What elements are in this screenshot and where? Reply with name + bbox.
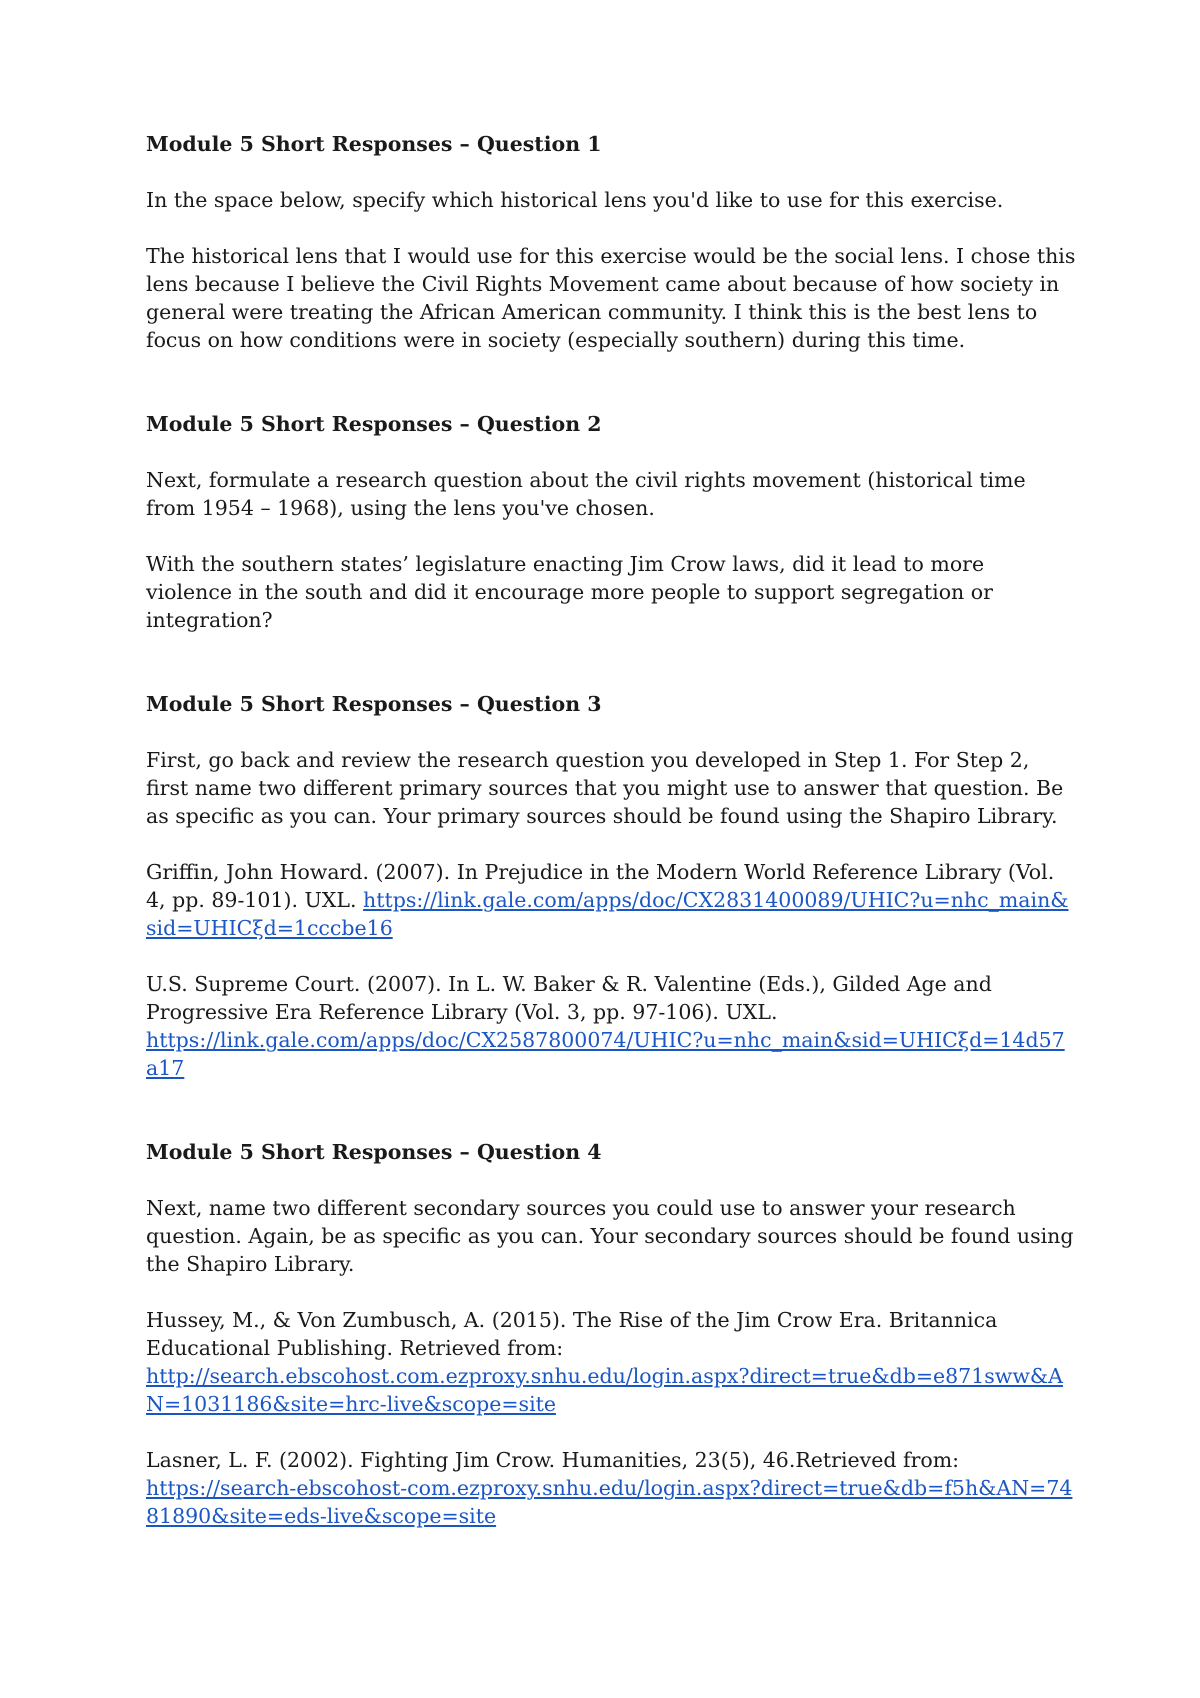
question-3-prompt: First, go back and review the research question you developed in Step 1. For Step 2, first name two different primary sources that you might use to answer that question. Be as specific as you can. Your primary sources should be found using the Shapiro Library.: [146, 748, 1064, 828]
question-1-section: [146, 130, 1076, 354]
secondary-source-1-link[interactable]: http://search.ebscohost.com.ezproxy.snhu.edu/login.aspx?direct=true&db=e871sww&AN=1031186&site=hrc-live&scope=site: [146, 1364, 1063, 1416]
question-4-section: [146, 1138, 1076, 1530]
primary-source-1: [146, 858, 1076, 942]
question-4-heading: Module 5 Short Responses – Question 4: [146, 1140, 602, 1164]
question-2-answer: With the southern states’ legislature enacting Jim Crow laws, did it lead to more violence in the south and did it encourage more people to support segregation or integration?: [146, 552, 993, 632]
secondary-source-2-citation: Lasner, L. F. (2002). Fighting Jim Crow. Humanities, 23(5), 46.Retrieved from:: [146, 1448, 960, 1472]
question-1-answer: The historical lens that I would use for this exercise would be the social lens. I chose this lens because I believe the Civil Rights Movement came about because of how society in general were treating the African American community. I think this is the best lens to focus on how conditions were in society (especially southern) during this time.: [146, 244, 1076, 352]
question-3-section: [146, 690, 1076, 1082]
question-2-prompt: Next, formulate a research question about the civil rights movement (historical time from 1954 – 1968), using the lens you've chosen.: [146, 468, 1026, 520]
secondary-source-1-citation: Hussey, M., & Von Zumbusch, A. (2015). The Rise of the Jim Crow Era. Britannica Educational Publishing. Retrieved from:: [146, 1308, 998, 1360]
primary-source-2-citation: U.S. Supreme Court. (2007). In L. W. Baker & R. Valentine (Eds.), Gilded Age and Progressive Era Reference Library (Vol. 3, pp. 97-106). UXL.: [146, 972, 992, 1024]
primary-source-1-citation: Griffin, John Howard. (2007). In Prejudice in the Modern World Reference Library (Vol. 4, pp. 89-101). UXL.: [146, 860, 1055, 912]
document-page: [146, 130, 1076, 1530]
primary-source-2: [146, 970, 1076, 1082]
question-4-prompt: Next, name two different secondary sources you could use to answer your research question. Again, be as specific as you can. Your secondary sources should be found using the Shapiro Library.: [146, 1196, 1074, 1276]
question-2-section: [146, 410, 1076, 634]
primary-source-1-link[interactable]: https://link.gale.com/apps/doc/CX2831400089/UHIC?u=nhc_main&sid=UHICξd=1cccbe16: [146, 888, 1069, 940]
secondary-source-1: [146, 1306, 1076, 1418]
question-2-heading: Module 5 Short Responses – Question 2: [146, 412, 602, 436]
question-1-heading: Module 5 Short Responses – Question 1: [146, 132, 602, 156]
secondary-source-2-link[interactable]: https://search-ebscohost-com.ezproxy.snhu.edu/login.aspx?direct=true&db=f5h&AN=7481890&site=eds-live&scope=site: [146, 1476, 1073, 1528]
question-1-prompt: In the space below, specify which historical lens you'd like to use for this exercise.: [146, 188, 1004, 212]
primary-source-2-link[interactable]: https://link.gale.com/apps/doc/CX2587800074/UHIC?u=nhc_main&sid=UHICξd=14d57a17: [146, 1028, 1065, 1080]
secondary-source-2: [146, 1446, 1076, 1530]
question-3-heading: Module 5 Short Responses – Question 3: [146, 692, 602, 716]
